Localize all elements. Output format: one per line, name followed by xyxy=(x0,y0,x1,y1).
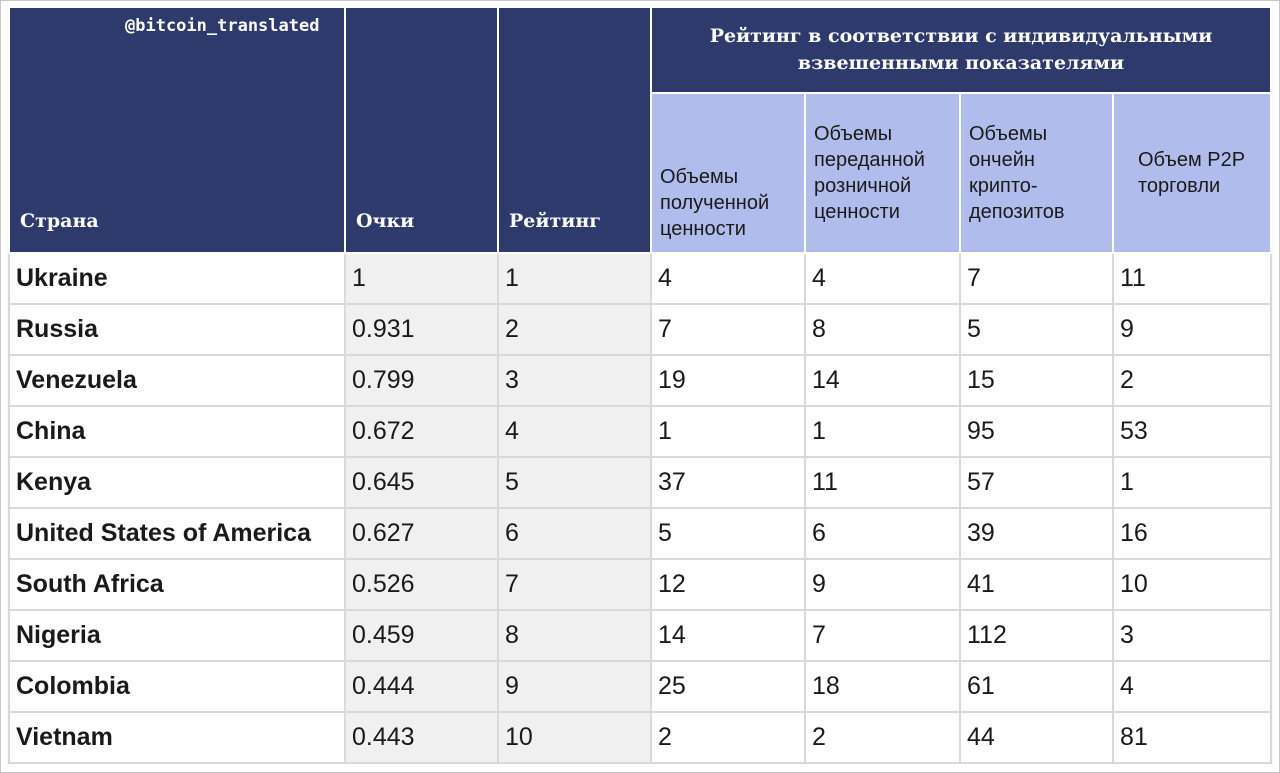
header-p2p-volume: Объем P2P торговли xyxy=(1113,93,1271,253)
onchain-deposits-cell: 95 xyxy=(960,406,1113,457)
onchain-deposits-cell: 7 xyxy=(960,253,1113,304)
header-rank: Рейтинг xyxy=(498,7,651,253)
score-cell: 1 xyxy=(345,253,498,304)
ranking-table xyxy=(8,6,1272,764)
score-cell: 0.444 xyxy=(345,661,498,712)
score-cell: 0.526 xyxy=(345,559,498,610)
received-value-cell: 5 xyxy=(651,508,805,559)
score-cell: 0.672 xyxy=(345,406,498,457)
onchain-deposits-cell: 39 xyxy=(960,508,1113,559)
retail-value-cell: 18 xyxy=(805,661,960,712)
table-row xyxy=(9,457,1271,508)
country-cell: Venezuela xyxy=(9,355,345,406)
country-cell: United States of America xyxy=(9,508,345,559)
score-cell: 0.459 xyxy=(345,610,498,661)
header-country xyxy=(9,7,345,253)
country-cell: South Africa xyxy=(9,559,345,610)
score-cell: 0.931 xyxy=(345,304,498,355)
rank-cell: 8 xyxy=(498,610,651,661)
received-value-cell: 37 xyxy=(651,457,805,508)
country-cell: Nigeria xyxy=(9,610,345,661)
score-cell: 0.645 xyxy=(345,457,498,508)
table-row xyxy=(9,661,1271,712)
p2p-volume-cell: 11 xyxy=(1113,253,1271,304)
table-row xyxy=(9,253,1271,304)
p2p-volume-cell: 3 xyxy=(1113,610,1271,661)
p2p-volume-cell: 10 xyxy=(1113,559,1271,610)
header-onchain-deposits: Объемы ончейн крипто-депозитов xyxy=(960,93,1113,253)
retail-value-cell: 7 xyxy=(805,610,960,661)
p2p-volume-cell: 81 xyxy=(1113,712,1271,763)
retail-value-cell: 9 xyxy=(805,559,960,610)
received-value-cell: 2 xyxy=(651,712,805,763)
table-row xyxy=(9,406,1271,457)
table-row xyxy=(9,610,1271,661)
table-row xyxy=(9,355,1271,406)
onchain-deposits-cell: 44 xyxy=(960,712,1113,763)
header-score: Очки xyxy=(345,7,498,253)
rank-cell: 4 xyxy=(498,406,651,457)
rank-cell: 10 xyxy=(498,712,651,763)
score-cell: 0.443 xyxy=(345,712,498,763)
retail-value-cell: 2 xyxy=(805,712,960,763)
retail-value-cell: 8 xyxy=(805,304,960,355)
p2p-volume-cell: 4 xyxy=(1113,661,1271,712)
header-retail-value: Объемы переданной розничной ценности xyxy=(805,93,960,253)
rank-cell: 5 xyxy=(498,457,651,508)
onchain-deposits-cell: 57 xyxy=(960,457,1113,508)
score-cell: 0.627 xyxy=(345,508,498,559)
country-cell: China xyxy=(9,406,345,457)
p2p-volume-cell: 2 xyxy=(1113,355,1271,406)
rank-cell: 3 xyxy=(498,355,651,406)
retail-value-cell: 6 xyxy=(805,508,960,559)
retail-value-cell: 1 xyxy=(805,406,960,457)
table-row xyxy=(9,712,1271,763)
p2p-volume-cell: 1 xyxy=(1113,457,1271,508)
p2p-volume-cell: 53 xyxy=(1113,406,1271,457)
rank-cell: 9 xyxy=(498,661,651,712)
rank-cell: 1 xyxy=(498,253,651,304)
rank-cell: 2 xyxy=(498,304,651,355)
retail-value-cell: 14 xyxy=(805,355,960,406)
header-country-label: Страна xyxy=(20,210,99,232)
table-body xyxy=(9,253,1271,763)
onchain-deposits-cell: 61 xyxy=(960,661,1113,712)
country-cell: Kenya xyxy=(9,457,345,508)
header-received-value: Объемы полученной ценности xyxy=(651,93,805,253)
received-value-cell: 12 xyxy=(651,559,805,610)
onchain-deposits-cell: 112 xyxy=(960,610,1113,661)
received-value-cell: 14 xyxy=(651,610,805,661)
rank-cell: 6 xyxy=(498,508,651,559)
table-row xyxy=(9,304,1271,355)
received-value-cell: 7 xyxy=(651,304,805,355)
country-cell: Ukraine xyxy=(9,253,345,304)
header-group: Рейтинг в соответствии с индивидуальными взвешенными показателями xyxy=(651,7,1271,93)
onchain-deposits-cell: 41 xyxy=(960,559,1113,610)
country-cell: Russia xyxy=(9,304,345,355)
score-cell: 0.799 xyxy=(345,355,498,406)
received-value-cell: 19 xyxy=(651,355,805,406)
received-value-cell: 4 xyxy=(651,253,805,304)
retail-value-cell: 4 xyxy=(805,253,960,304)
p2p-volume-cell: 16 xyxy=(1113,508,1271,559)
onchain-deposits-cell: 15 xyxy=(960,355,1113,406)
p2p-volume-cell: 9 xyxy=(1113,304,1271,355)
watermark: @bitcoin_translated xyxy=(125,16,320,36)
country-cell: Vietnam xyxy=(9,712,345,763)
table-row xyxy=(9,508,1271,559)
retail-value-cell: 11 xyxy=(805,457,960,508)
country-cell: Colombia xyxy=(9,661,345,712)
onchain-deposits-cell: 5 xyxy=(960,304,1113,355)
rank-cell: 7 xyxy=(498,559,651,610)
table-row xyxy=(9,559,1271,610)
received-value-cell: 25 xyxy=(651,661,805,712)
received-value-cell: 1 xyxy=(651,406,805,457)
